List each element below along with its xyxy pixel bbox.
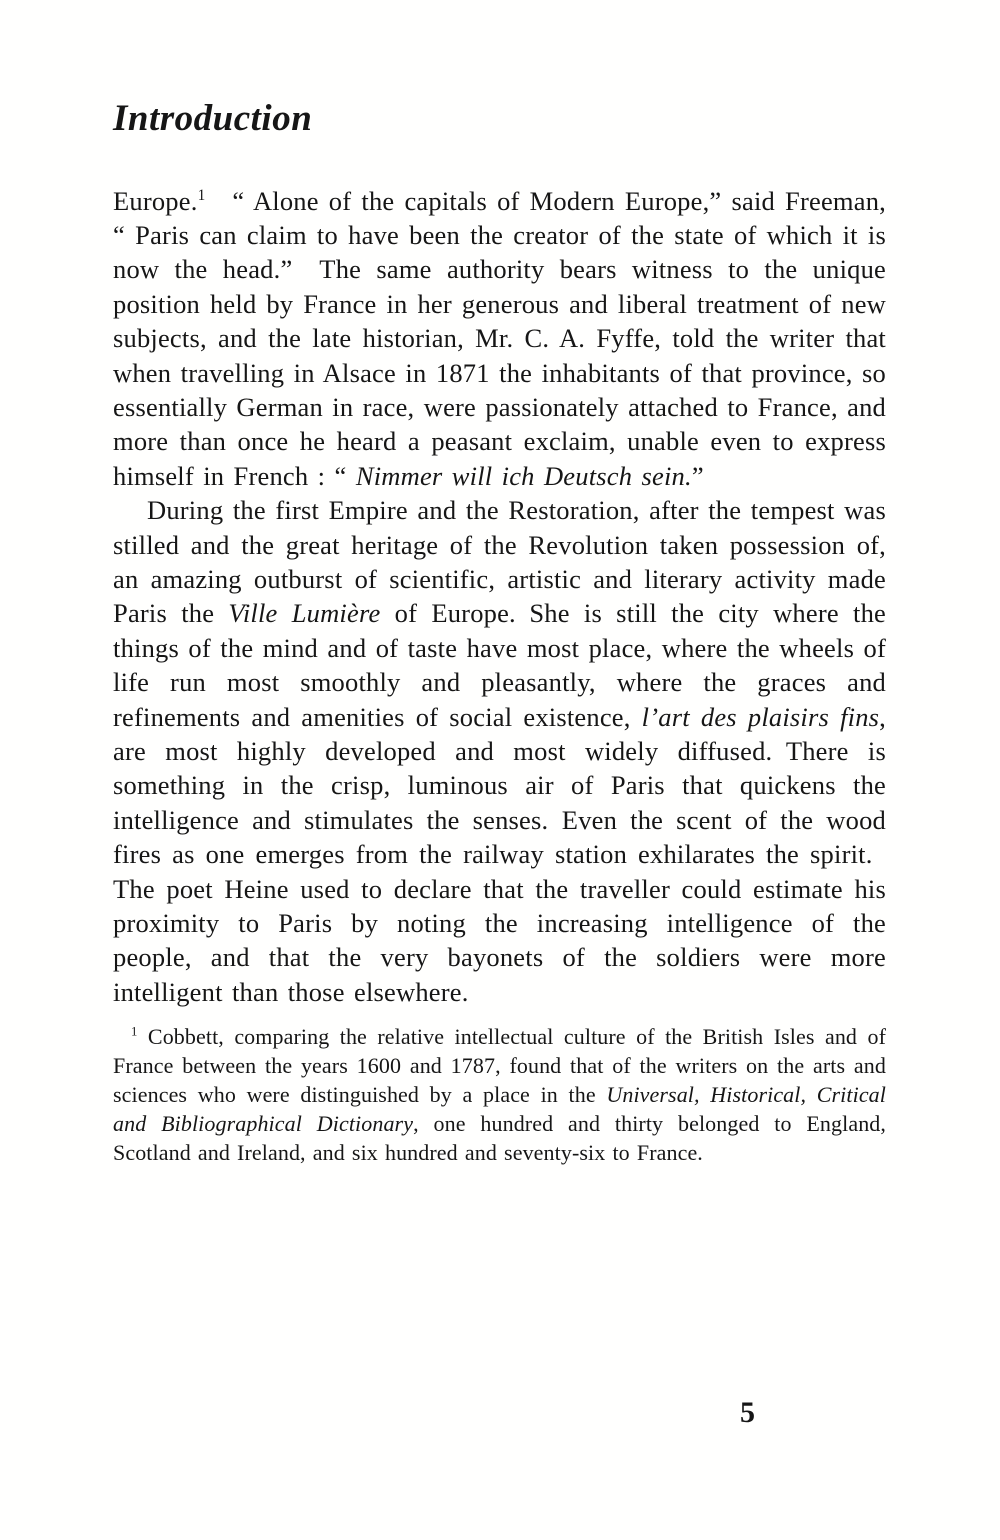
text-run: , one hundred and thirty belonged to England, Scotland and Ireland, and six hundred and seventy-six to France. bbox=[113, 1111, 886, 1166]
text-run: “ Alone of the capitals of Modern Europe,” said Freeman, “ Paris can claim to have been the creator of the state of which it is now the head.” The same authority bears witness to the unique position held by France in her generous and liberal treatment of new subjects, and the late historian, Mr. C. A. Fyffe, told the writer that when travelling in Alsace in 1871 the inhabitants of that province, so essentially German in race, were passionately attached to France, and more than once he heard a peasant exclaim, unable even to express himself in French : “ bbox=[113, 185, 886, 491]
page-title: Introduction bbox=[113, 98, 313, 139]
paragraph bbox=[113, 493, 886, 1009]
body-text bbox=[113, 184, 886, 1010]
text-run: Ville Lumière bbox=[228, 598, 381, 629]
text-run: Europe. bbox=[113, 185, 198, 216]
text-run: Cobbett, comparing the relative intellectual culture of the British Isles and of France between the years 1600 and 1787, found that of the writers on the arts and sciences who were distinguished by a place in the bbox=[113, 1024, 886, 1108]
text-run: , are most highly developed and most widely diffused. There is something in the crisp, luminous air of Paris that quickens the intelligence and stimulates the senses. Even the scent of the wood fires as one emerges from the railway station exhilarates the spirit. The poet Heine used to declare that the traveller could estimate his proximity to Paris by noting the increasing intelligence of the people, and that the very bayonets of the soldiers were more intelligent than those elsewhere. bbox=[113, 701, 886, 1007]
footnote bbox=[113, 1022, 886, 1167]
text-run: ” bbox=[691, 460, 704, 491]
text-run: During the first Empire and the Restoration, after the tempest was stilled and the great heritage of the Revolution taken possession of, an amazing outburst of scientific, artistic and literary activity made Paris the bbox=[113, 495, 886, 629]
footnote-marker: 1 bbox=[197, 186, 206, 204]
footnote-marker: 1 bbox=[131, 1024, 138, 1039]
text-run: Nimmer will ich Deutsch sein. bbox=[355, 460, 692, 491]
text-run: Universal, Historical, Critical and Bibliographical Dictionary bbox=[113, 1082, 886, 1137]
paragraph bbox=[113, 184, 886, 494]
text-run: l’art des plaisirs fins bbox=[641, 701, 880, 732]
page-number: 5 bbox=[740, 1396, 755, 1429]
text-run: of Europe. She is still the city where the things of the mind and of taste have most place, where the wheels of life run most smoothly and pleasantly, where the graces and refinements and amenities of social existence, bbox=[113, 598, 887, 732]
